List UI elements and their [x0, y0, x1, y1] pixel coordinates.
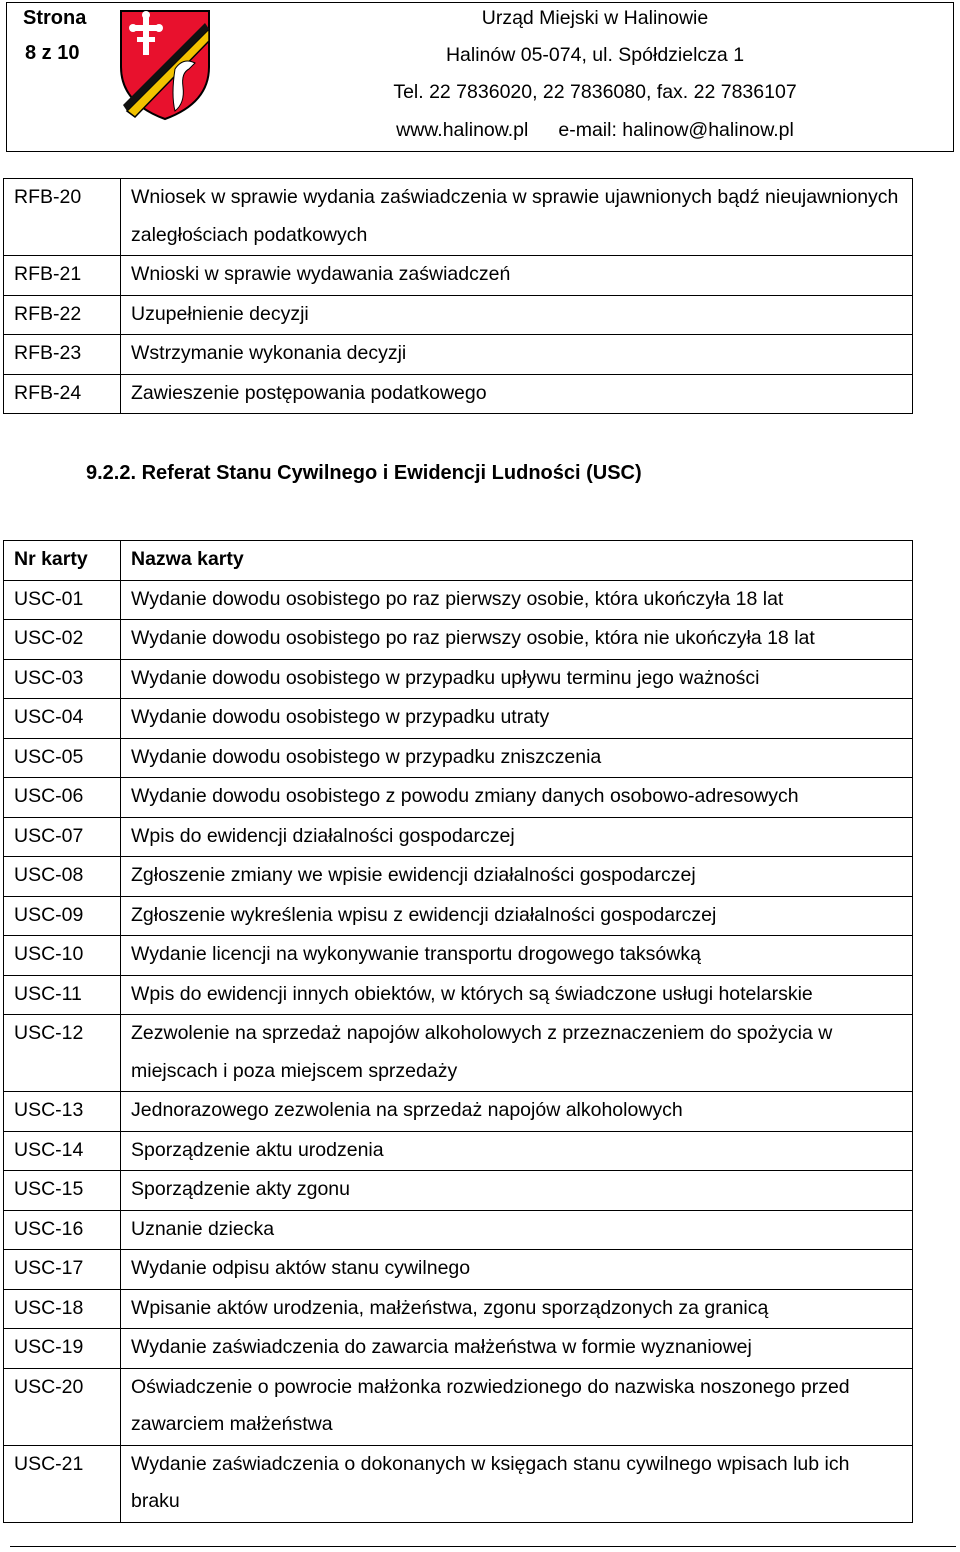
table-row	[4, 256, 913, 296]
card-code-cell	[4, 1092, 121, 1132]
table-row	[4, 1015, 913, 1092]
card-name-cell	[121, 1368, 913, 1445]
table-row	[4, 699, 913, 739]
card-name: Wydanie dowodu osobistego po raz pierwszy osobie, która nie ukończyła 18 lat	[131, 627, 815, 649]
card-code-cell	[4, 975, 121, 1015]
card-code: RFB-24	[14, 381, 82, 404]
page-info: 8 z 10	[25, 42, 80, 64]
table-row	[4, 896, 913, 936]
table-row	[4, 817, 913, 857]
card-code-cell	[4, 1210, 121, 1250]
card-code-cell	[4, 335, 121, 375]
column-header-name: Nazwa karty	[121, 541, 913, 581]
card-name-cell	[121, 1445, 913, 1522]
card-name-cell	[121, 659, 913, 699]
table-row	[4, 295, 913, 335]
card-name-cell	[121, 936, 913, 976]
table-row	[4, 620, 913, 660]
table-row	[4, 1171, 913, 1211]
card-name-cell	[121, 179, 913, 256]
card-name: Wpis do ewidencji działalności gospodarczej	[131, 824, 515, 847]
table-row	[4, 580, 913, 620]
card-name-cell	[121, 335, 913, 375]
table-row	[4, 335, 913, 375]
card-code: USC-18	[14, 1296, 84, 1319]
letterhead	[6, 2, 954, 152]
card-name-cell	[121, 1289, 913, 1329]
footer-divider	[10, 1546, 956, 1547]
strona-label: Strona	[23, 7, 87, 29]
card-code-cell	[4, 374, 121, 414]
card-code: USC-13	[14, 1099, 84, 1121]
table-row	[4, 374, 913, 414]
card-name-cell	[121, 1329, 913, 1369]
card-name: Zawieszenie postępowania podatkowego	[131, 381, 487, 404]
card-code: USC-08	[14, 864, 84, 886]
table-row	[4, 1092, 913, 1132]
card-name-cell	[121, 817, 913, 857]
card-code-cell	[4, 778, 121, 818]
office-name: Urząd Miejski w Halinowie	[481, 7, 709, 29]
card-name-cell	[121, 1250, 913, 1290]
card-code-cell	[4, 1171, 121, 1211]
card-name: Wydanie zaświadczenia o dokonanych w księgach stanu cywilnego wpisach lub ich braku	[131, 1452, 850, 1512]
card-code: USC-12	[14, 1022, 84, 1044]
card-name: Zezwolenie na sprzedaż napojów alkoholowych z przeznaczeniem do spożycia w miejscach i poza miejscem sprzedaży	[131, 1022, 833, 1082]
card-code-cell	[4, 620, 121, 660]
coat-of-arms-icon	[117, 7, 213, 123]
table-row	[4, 857, 913, 897]
card-name-cell	[121, 975, 913, 1015]
card-name: Wydanie dowodu osobistego w przypadku zniszczenia	[131, 745, 602, 768]
card-code-cell	[4, 1289, 121, 1329]
card-name: Jednorazowego zezwolenia na sprzedaż napojów alkoholowych	[131, 1099, 683, 1121]
card-code-cell	[4, 857, 121, 897]
card-code: USC-02	[14, 627, 84, 649]
card-code: USC-10	[14, 943, 84, 965]
table-row	[4, 1329, 913, 1369]
card-name-cell	[121, 620, 913, 660]
card-code-cell	[4, 1131, 121, 1171]
card-code: USC-11	[14, 982, 82, 1005]
card-code: USC-06	[14, 785, 84, 807]
email-link[interactable]: e-mail: halinow@halinow.pl	[558, 119, 794, 141]
card-code: RFB-23	[14, 342, 82, 364]
card-name: Wniosek w sprawie wydania zaświadczenia w sprawie ujawnionych bądź nieujawnionych zaległościach podatkowych	[131, 186, 899, 246]
table-row	[4, 1131, 913, 1171]
table-row	[4, 659, 913, 699]
table-row	[4, 738, 913, 778]
card-code: USC-16	[14, 1217, 84, 1240]
table-row	[4, 1250, 913, 1290]
column-header-nr: Nr karty	[4, 541, 121, 581]
card-code-cell	[4, 817, 121, 857]
usc-cards-table	[3, 540, 913, 1523]
card-name: Sporządzenie akty zgonu	[131, 1178, 350, 1200]
card-code: USC-20	[14, 1375, 84, 1398]
card-name: Zgłoszenie zmiany we wpisie ewidencji działalności gospodarczej	[131, 864, 696, 886]
card-code: USC-19	[14, 1336, 84, 1358]
card-name-cell	[121, 1131, 913, 1171]
card-name-cell	[121, 295, 913, 335]
table-row	[4, 975, 913, 1015]
card-code: USC-09	[14, 903, 84, 926]
card-name: Uzupełnienie decyzji	[131, 302, 309, 325]
card-code-cell	[4, 1015, 121, 1092]
card-code: USC-01	[14, 587, 84, 610]
table-row	[4, 778, 913, 818]
table-row	[4, 179, 913, 256]
card-name: Wydanie odpisu aktów stanu cywilnego	[131, 1257, 471, 1279]
card-code: RFB-20	[14, 186, 82, 208]
card-code-cell	[4, 256, 121, 296]
table-header-row	[4, 541, 913, 581]
card-name: Wpisanie aktów urodzenia, małżeństwa, zgonu sporządzonych za granicą	[131, 1296, 769, 1319]
card-code: USC-21	[14, 1452, 84, 1475]
card-code: USC-07	[14, 824, 84, 847]
card-name-cell	[121, 738, 913, 778]
card-name: Wydanie zaświadczenia do zawarcia małżeństwa w formie wyznaniowej	[131, 1336, 752, 1358]
office-web-email	[237, 119, 953, 142]
card-name: Oświadczenie o powrocie małżonka rozwiedzionego do nazwiska noszonego przed zawarciem małżeństwa	[131, 1375, 850, 1435]
card-code: USC-17	[14, 1257, 84, 1279]
card-name-cell	[121, 1015, 913, 1092]
card-name: Wpis do ewidencji innych obiektów, w których są świadczone usługi hotelarskie	[131, 982, 813, 1005]
card-code: USC-15	[14, 1178, 84, 1200]
office-contact	[237, 3, 953, 151]
card-name-cell	[121, 1092, 913, 1132]
card-code: USC-14	[14, 1138, 84, 1161]
card-code-cell	[4, 580, 121, 620]
card-name: Wydanie dowodu osobistego z powodu zmiany danych osobowo-adresowych	[131, 785, 799, 807]
table-row	[4, 1289, 913, 1329]
card-code-cell	[4, 1445, 121, 1522]
card-name-cell	[121, 256, 913, 296]
card-name-cell	[121, 699, 913, 739]
card-code-cell	[4, 179, 121, 256]
card-code: RFB-21	[14, 263, 82, 285]
card-code: USC-05	[14, 745, 84, 768]
card-name-cell	[121, 778, 913, 818]
card-code-cell	[4, 1250, 121, 1290]
card-code-cell	[4, 738, 121, 778]
website-link[interactable]: www.halinow.pl	[396, 119, 529, 141]
card-name: Wydanie dowodu osobistego w przypadku utraty	[131, 706, 550, 728]
card-code: USC-04	[14, 706, 84, 728]
card-code-cell	[4, 896, 121, 936]
table-row	[4, 936, 913, 976]
table-row	[4, 1445, 913, 1522]
card-name-cell	[121, 1210, 913, 1250]
card-name-cell	[121, 374, 913, 414]
section-heading: 9.2.2. Referat Stanu Cywilnego i Ewidencji Ludności (USC)	[86, 462, 642, 484]
card-name: Zgłoszenie wykreślenia wpisu z ewidencji działalności gospodarczej	[131, 903, 717, 926]
card-code-cell	[4, 1329, 121, 1369]
card-code: USC-03	[14, 666, 84, 689]
page-counter	[7, 3, 115, 151]
card-name: Uznanie dziecka	[131, 1217, 275, 1240]
card-name: Wydanie dowodu osobistego w przypadku upływu terminu jego ważności	[131, 666, 760, 689]
card-name-cell	[121, 896, 913, 936]
card-name-cell	[121, 580, 913, 620]
card-name: Wydanie dowodu osobistego po raz pierwszy osobie, która ukończyła 18 lat	[131, 587, 784, 610]
card-name-cell	[121, 1171, 913, 1211]
card-name: Wnioski w sprawie wydawania zaświadczeń	[131, 263, 511, 285]
card-code: RFB-22	[14, 302, 82, 325]
card-code-cell	[4, 295, 121, 335]
table-row	[4, 1368, 913, 1445]
card-name: Wstrzymanie wykonania decyzji	[131, 342, 407, 364]
card-name-cell	[121, 857, 913, 897]
card-name: Sporządzenie aktu urodzenia	[131, 1138, 384, 1161]
card-code-cell	[4, 1368, 121, 1445]
card-code-cell	[4, 699, 121, 739]
table-row	[4, 1210, 913, 1250]
office-address: Halinów 05-074, ul. Spółdzielcza 1	[445, 44, 745, 66]
card-name: Wydanie licencji na wykonywanie transportu drogowego taksówką	[131, 943, 701, 965]
card-code-cell	[4, 659, 121, 699]
card-code-cell	[4, 936, 121, 976]
rfb-cards-table	[3, 178, 913, 414]
office-phone: Tel. 22 7836020, 22 7836080, fax. 22 7836107	[393, 81, 797, 103]
